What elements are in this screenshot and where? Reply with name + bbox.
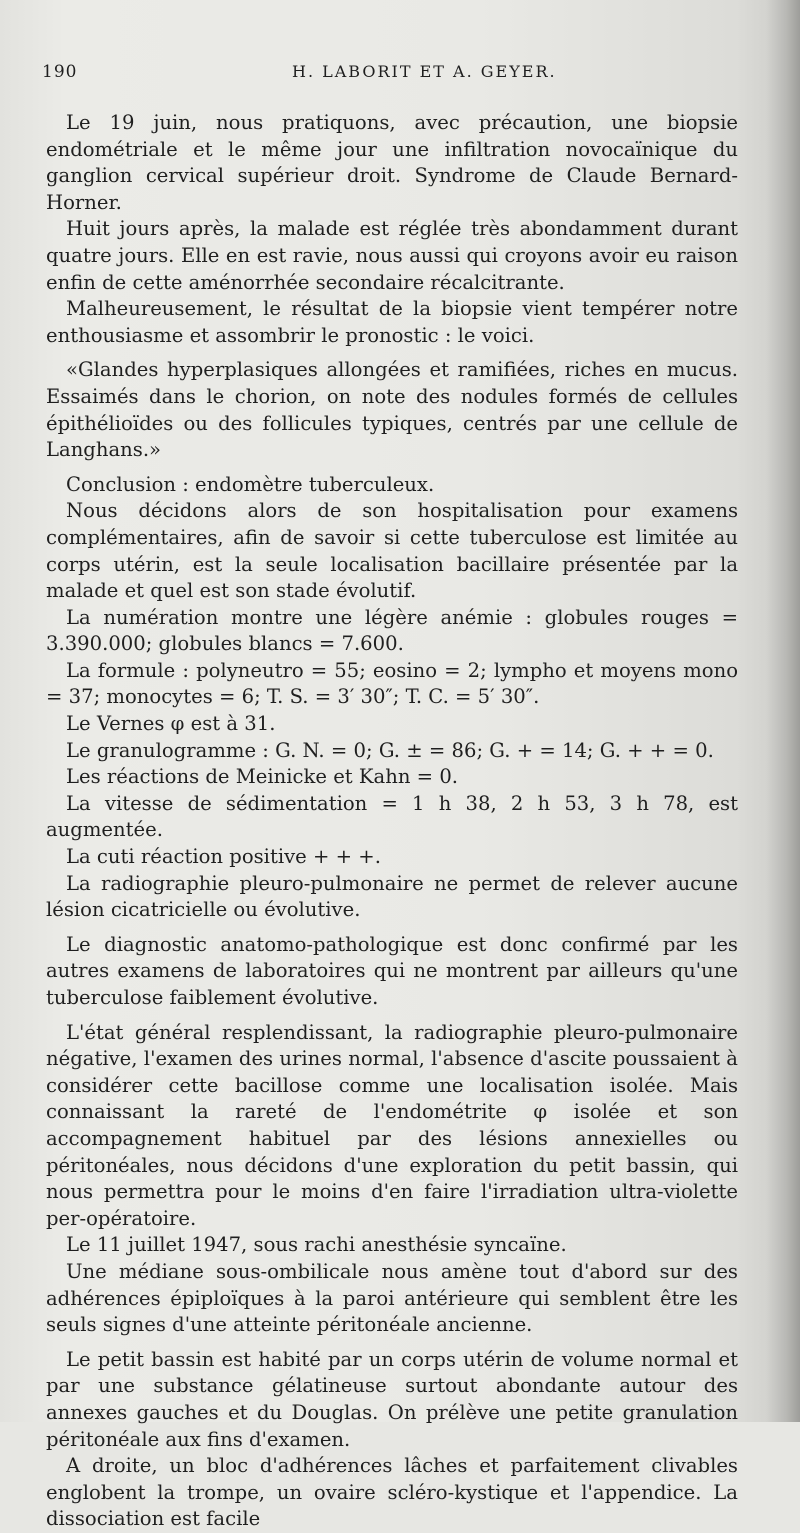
body-text — [46, 110, 738, 1533]
paragraph: La numération montre une légère anémie : globules rouges = 3.390.000; globules blancs = 7.600. — [46, 605, 738, 656]
paragraph: L'état général resplendissant, la radiographie pleuro-pulmonaire négative, l'examen des urines normal, l'absence d'ascite poussaient à considérer cette bacillose comme une localisation isolée. Mais connaissant la rareté de l'endométrite φ isolée et son accompagnement habituel par des lésions annexielles ou péritonéales, nous décidons d'une exploration du petit bassin, qui nous permettra pour le moins d'en faire l'irradiation ultra-violette per-opératoire. — [46, 1020, 738, 1230]
paragraph: Huit jours après, la malade est réglée très abondamment durant quatre jours. Elle en est ravie, nous aussi qui croyons avoir eu raison enfin de cette aménorrhée secondaire récalcitrante. — [46, 217, 738, 294]
paragraph: Le 11 juillet 1947, sous rachi anesthésie syncaïne. — [66, 1233, 567, 1257]
quoted-biopsy-result: «Glandes hyperplasiques allongées et ramifiées, riches en mucus. Essaimés dans le chorion, on note des nodules formés de cellules épithélioïdes ou des follicules typiques, centrés par une cellule de Langhans.» — [46, 358, 738, 462]
paragraph: La formule : polyneutro = 55; eosino = 2; lympho et moyens mono = 37; monocytes = 6; T. S. = 3′ 30″; T. C. = 5′ 30″. — [46, 658, 738, 709]
paragraph: Conclusion : endomètre tuberculeux. — [66, 472, 435, 496]
running-head: H. LABORIT ET A. GEYER. — [292, 62, 557, 81]
paragraph: Le Vernes φ est à 31. — [66, 712, 276, 736]
paragraph: Nous décidons alors de son hospitalisation pour examens complémentaires, afin de savoir si cette tuberculose est limitée au corps utérin, est la seule localisation bacillaire présentée par la malade et quel est son stade évolutif. — [46, 499, 738, 603]
page-number: 190 — [42, 62, 78, 82]
paragraph: La vitesse de sédimentation = 1 h 38, 2 h 53, 3 h 78, est augmentée. — [46, 791, 738, 842]
page-header — [42, 62, 742, 88]
paragraph: La radiographie pleuro-pulmonaire ne permet de relever aucune lésion cicatricielle ou évolutive. — [46, 871, 738, 922]
paragraph: A droite, un bloc d'adhérences lâches et parfaitement clivables englobent la trompe, un ovaire scléro-kystique et l'appendice. La dissociation est facile — [46, 1454, 738, 1531]
paragraph: Une médiane sous-ombilicale nous amène tout d'abord sur des adhérences épiploïques à la paroi antérieure qui semblent être les seuls signes d'une atteinte péritonéale ancienne. — [46, 1259, 738, 1337]
paragraph: Le granulogramme : G. N. = 0; G. ± = 86; G. + = 14; G. + + = 0. — [66, 738, 714, 762]
paragraph: Le diagnostic anatomo-pathologique est donc confirmé par les autres examens de laboratoires qui ne montrent par ailleurs qu'une tuberculose faiblement évolutive. — [46, 932, 738, 1009]
paragraph: Les réactions de Meinicke et Kahn = 0. — [66, 765, 459, 789]
binding-shadow — [766, 0, 800, 1422]
paragraph: Le 19 juin, nous pratiquons, avec précaution, une biopsie endométriale et le même jour une infiltration novocaïnique du ganglion cervical supérieur droit. Syndrome de Claude Bernard-Horner. — [46, 111, 738, 214]
paragraph: La cuti réaction positive + + +. — [66, 845, 381, 869]
paragraph: Malheureusement, le résultat de la biopsie vient tempérer notre enthousiasme et assombrir le pronostic : le voici. — [46, 297, 738, 347]
paragraph: Le petit bassin est habité par un corps utérin de volume normal et par une substance gélatineuse surtout abondante autour des annexes gauches et du Douglas. On prélève une petite granulation péritonéale aux fins d'examen. — [46, 1347, 738, 1451]
